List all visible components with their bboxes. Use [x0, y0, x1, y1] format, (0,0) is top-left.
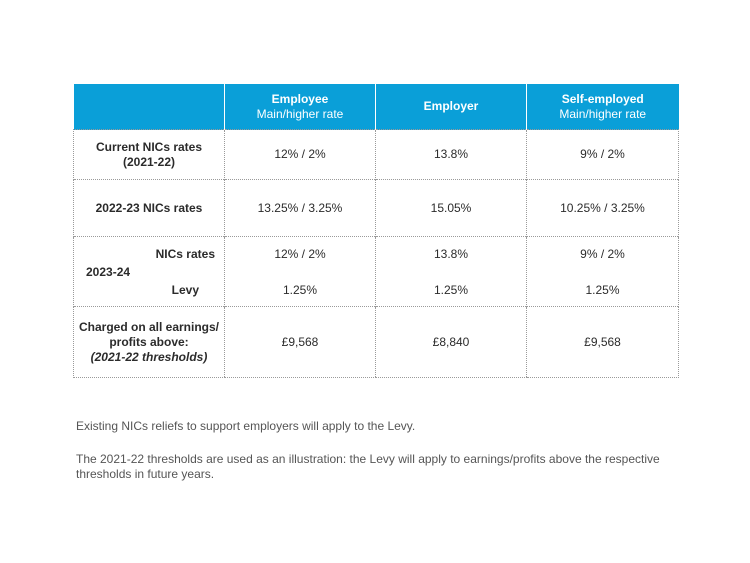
- row-label-current-line2: (2021-22): [122, 154, 176, 169]
- table-row-2022-23-rates: [74, 180, 679, 237]
- header-employee: [225, 84, 376, 130]
- header-self-employed-subtitle: Main/higher rate: [559, 106, 647, 121]
- row-label-2022-23: 2022-23 NICs rates: [74, 180, 225, 237]
- table-header: [74, 84, 679, 130]
- nics-rates-table-container: [73, 84, 678, 378]
- nics-rates-table: [73, 84, 679, 378]
- cell-threshold-employer: £8,840: [376, 307, 527, 378]
- header-employee-subtitle: Main/higher rate: [256, 106, 344, 121]
- cell-2023-24-self-employed-nics: 9% / 2%: [580, 247, 625, 261]
- row-label-thresholds: [74, 307, 225, 378]
- cell-2023-24-self-employed-levy: 1.25%: [585, 283, 620, 297]
- table-row-2023-24: [74, 237, 679, 307]
- cell-2022-23-self-employed: 10.25% / 3.25%: [527, 180, 679, 237]
- row-label-current-line1: Current NICs rates: [95, 139, 203, 154]
- row-label-2023-24: [74, 237, 225, 307]
- cell-current-employer: 13.8%: [376, 130, 527, 180]
- cell-2023-24-employer-levy: 1.25%: [433, 283, 469, 297]
- cell-2023-24-employee-nics: 12% / 2%: [274, 247, 326, 261]
- cell-threshold-employee: £9,568: [225, 307, 376, 378]
- cell-current-self-employed: 9% / 2%: [527, 130, 679, 180]
- header-blank-cell: [74, 84, 225, 130]
- cell-2023-24-employer-nics: 13.8%: [433, 247, 469, 261]
- row-label-year-2023-24: 2023-24: [86, 265, 131, 279]
- cell-2023-24-self-employed: [527, 237, 679, 307]
- table-body: [74, 130, 679, 378]
- row-sublabel-nics-rates: NICs rates: [155, 247, 215, 261]
- header-employer: [376, 84, 527, 130]
- cell-2023-24-employee-levy: 1.25%: [282, 283, 318, 297]
- table-row-thresholds: [74, 307, 679, 378]
- row-label-thresholds-line3: (2021-22 thresholds): [90, 349, 208, 364]
- row-sublabel-levy: Levy: [171, 283, 199, 297]
- row-label-thresholds-line1: Charged on all earnings/: [78, 319, 220, 334]
- row-label-current-rates: [74, 130, 225, 180]
- footnote-thresholds: The 2021-22 thresholds are used as an illustration: the Levy will apply to earnings/profits above the respective thresholds in future years.: [76, 452, 660, 481]
- header-employer-title: Employer: [423, 99, 479, 113]
- header-row: [74, 84, 679, 130]
- cell-current-employee: 12% / 2%: [225, 130, 376, 180]
- table-row-current-rates: [74, 130, 679, 180]
- cell-2023-24-employee: [225, 237, 376, 307]
- footnote-reliefs: Existing NICs reliefs to support employers will apply to the Levy.: [76, 419, 416, 433]
- cell-2023-24-employer: [376, 237, 527, 307]
- row-label-thresholds-line2: profits above:: [109, 334, 189, 349]
- header-employee-title: Employee: [271, 91, 329, 106]
- header-self-employed: [527, 84, 679, 130]
- cell-2022-23-employee: 13.25% / 3.25%: [225, 180, 376, 237]
- header-self-employed-title: Self-employed: [561, 91, 644, 106]
- cell-threshold-self-employed: £9,568: [527, 307, 679, 378]
- cell-2022-23-employer: 15.05%: [376, 180, 527, 237]
